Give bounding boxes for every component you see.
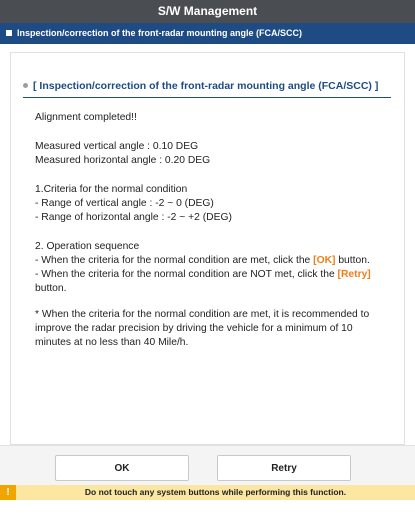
ok-button[interactable]: OK — [55, 455, 189, 481]
measured-vertical-text: Measured vertical angle : 0.10 DEG — [35, 141, 199, 152]
warning-bar — [0, 485, 415, 500]
window-title: S/W Management — [0, 0, 415, 23]
sequence-retry-line — [35, 268, 390, 296]
seq-ok-prefix: - When the criteria for the normal condition are met, click the — [35, 255, 314, 266]
section-title: [ Inspection/correction of the front-radar mounting angle (FCA/SCC) ] — [33, 80, 379, 92]
section-header — [23, 77, 391, 98]
instruction-text — [35, 111, 390, 350]
subheader-title: Inspection/correction of the front-radar mounting angle (FCA/SCC) — [17, 28, 303, 38]
criteria-vertical-text: - Range of vertical angle : -2 ~ 0 (DEG) — [35, 198, 214, 209]
measured-horizontal-text: Measured horizontal angle : 0.20 DEG — [35, 155, 211, 166]
bullet-icon — [23, 83, 28, 88]
criteria-horizontal-text: - Range of horizontal angle : -2 ~ +2 (DEG) — [35, 212, 232, 223]
content-panel — [10, 52, 405, 445]
retry-highlight: [Retry] — [337, 269, 371, 280]
status-text: Alignment completed!! — [35, 112, 137, 123]
page-subheader — [0, 23, 415, 44]
seq-retry-prefix: - When the criteria for the normal condition are NOT met, click the — [35, 269, 338, 280]
seq-ok-suffix: button. — [335, 255, 370, 266]
seq-retry-suffix: button. — [35, 283, 67, 294]
square-icon — [6, 30, 12, 36]
recommendation-note: * When the criteria for the normal condition are met, it is recommended to improve the radar precision by driving the vehicle for a minimum of 10 minutes at no less than 40 Mile/h. — [35, 309, 370, 348]
button-bar — [0, 445, 415, 486]
sequence-ok-line — [35, 254, 390, 268]
ok-highlight: [OK] — [313, 255, 336, 266]
criteria-heading: 1.Criteria for the normal condition — [35, 184, 188, 195]
sequence-heading: 2. Operation sequence — [35, 241, 140, 252]
warning-text: Do not touch any system buttons while performing this function. — [84, 487, 347, 497]
exclamation-icon: ! — [0, 485, 16, 500]
retry-button[interactable]: Retry — [217, 455, 351, 481]
